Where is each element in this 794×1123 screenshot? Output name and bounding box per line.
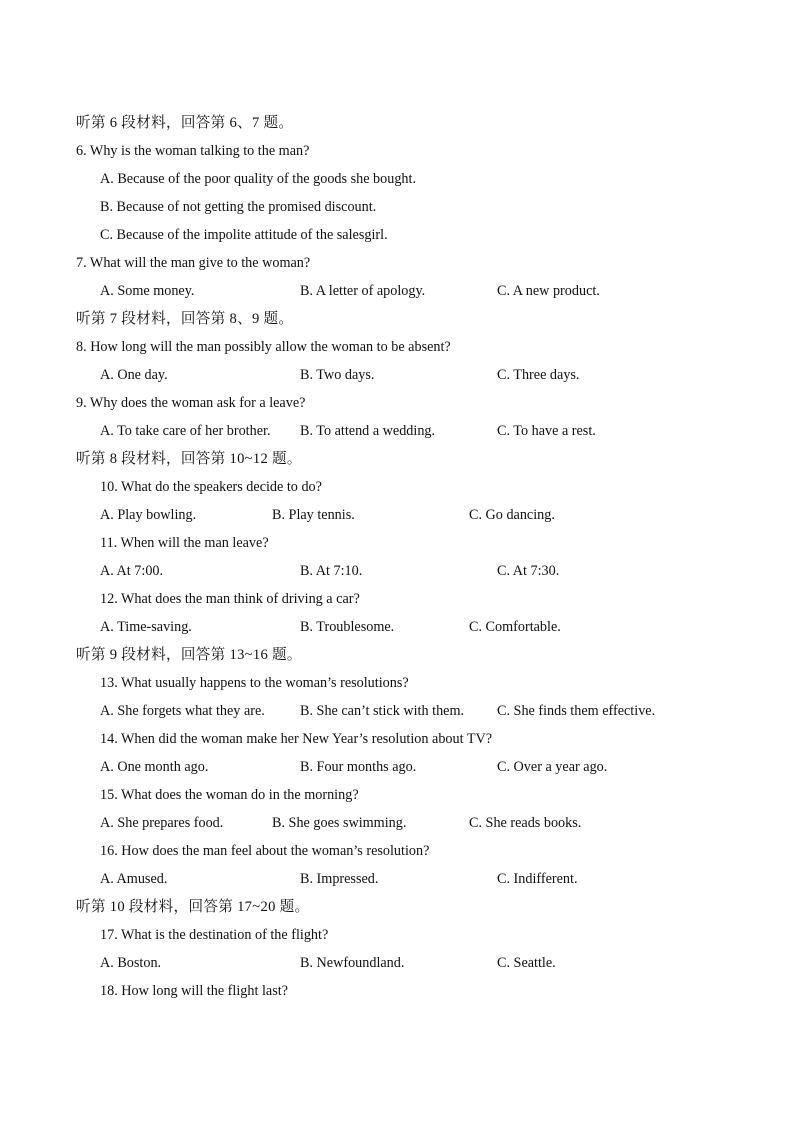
question-7-option-a: A. Some money.: [100, 283, 195, 299]
question-11-option-a: A. At 7:00.: [100, 563, 164, 579]
question-14-option-a: A. One month ago.: [100, 759, 209, 775]
question-15-option-b: B. She goes swimming.: [272, 815, 407, 831]
question-10-option-b: B. Play tennis.: [272, 507, 355, 523]
question-12-option-a: A. Time-saving.: [100, 619, 192, 635]
section-heading-7: 听第 7 段材料，回答第 8、9 题。: [76, 311, 294, 327]
question-11: 11. When will the man leave?: [100, 535, 269, 551]
question-16-option-a: A. Amused.: [100, 871, 168, 887]
question-10: 10. What do the speakers decide to do?: [100, 479, 322, 495]
question-12-option-b: B. Troublesome.: [300, 619, 395, 635]
question-7-option-b: B. A letter of apology.: [300, 283, 426, 299]
question-7: 7. What will the man give to the woman?: [76, 255, 311, 271]
question-17-option-b: B. Newfoundland.: [300, 955, 405, 971]
question-16: 16. How does the man feel about the woman’s resolution?: [100, 843, 430, 859]
question-14: 14. When did the woman make her New Year’s resolution about TV?: [100, 731, 493, 747]
question-12: 12. What does the man think of driving a car?: [100, 591, 360, 607]
question-6: 6. Why is the woman talking to the man?: [76, 143, 310, 159]
question-7-option-c: C. A new product.: [497, 283, 600, 299]
question-18: 18. How long will the flight last?: [100, 983, 288, 999]
question-8-option-c: C. Three days.: [497, 367, 580, 383]
question-11-option-c: C. At 7:30.: [497, 563, 560, 579]
question-14-option-c: C. Over a year ago.: [497, 759, 608, 775]
question-14-option-b: B. Four months ago.: [300, 759, 417, 775]
question-6-option-a: A. Because of the poor quality of the goods she bought.: [100, 171, 417, 187]
question-9: 9. Why does the woman ask for a leave?: [76, 395, 306, 411]
section-heading-9: 听第 9 段材料，回答第 13~16 题。: [76, 647, 302, 663]
question-6-option-c: C. Because of the impolite attitude of the salesgirl.: [100, 227, 388, 243]
question-10-option-a: A. Play bowling.: [100, 507, 197, 523]
question-13-option-a: A. She forgets what they are.: [100, 703, 265, 719]
question-16-option-c: C. Indifferent.: [497, 871, 578, 887]
question-6-option-b: B. Because of not getting the promised discount.: [100, 199, 377, 215]
section-heading-10: 听第 10 段材料，回答第 17~20 题。: [76, 899, 310, 915]
question-10-option-c: C. Go dancing.: [469, 507, 555, 523]
section-heading-8: 听第 8 段材料，回答第 10~12 题。: [76, 451, 302, 467]
question-16-option-b: B. Impressed.: [300, 871, 379, 887]
question-13-option-b: B. She can’t stick with them.: [300, 703, 465, 719]
question-17-option-a: A. Boston.: [100, 955, 162, 971]
question-13-option-c: C. She finds them effective.: [497, 703, 656, 719]
question-15-option-c: C. She reads books.: [469, 815, 582, 831]
question-8-option-b: B. Two days.: [300, 367, 375, 383]
section-heading-6: 听第 6 段材料，回答第 6、7 题。: [76, 115, 294, 131]
question-15-option-a: A. She prepares food.: [100, 815, 224, 831]
question-8-option-a: A. One day.: [100, 367, 168, 383]
question-12-option-c: C. Comfortable.: [469, 619, 561, 635]
question-17-option-c: C. Seattle.: [497, 955, 556, 971]
question-15: 15. What does the woman do in the morning?: [100, 787, 359, 803]
question-11-option-b: B. At 7:10.: [300, 563, 363, 579]
question-9-option-a: A. To take care of her brother.: [100, 423, 271, 439]
question-8: 8. How long will the man possibly allow the woman to be absent?: [76, 339, 451, 355]
question-9-option-c: C. To have a rest.: [497, 423, 596, 439]
question-9-option-b: B. To attend a wedding.: [300, 423, 436, 439]
question-17: 17. What is the destination of the flight?: [100, 927, 329, 943]
question-13: 13. What usually happens to the woman’s resolutions?: [100, 675, 409, 691]
